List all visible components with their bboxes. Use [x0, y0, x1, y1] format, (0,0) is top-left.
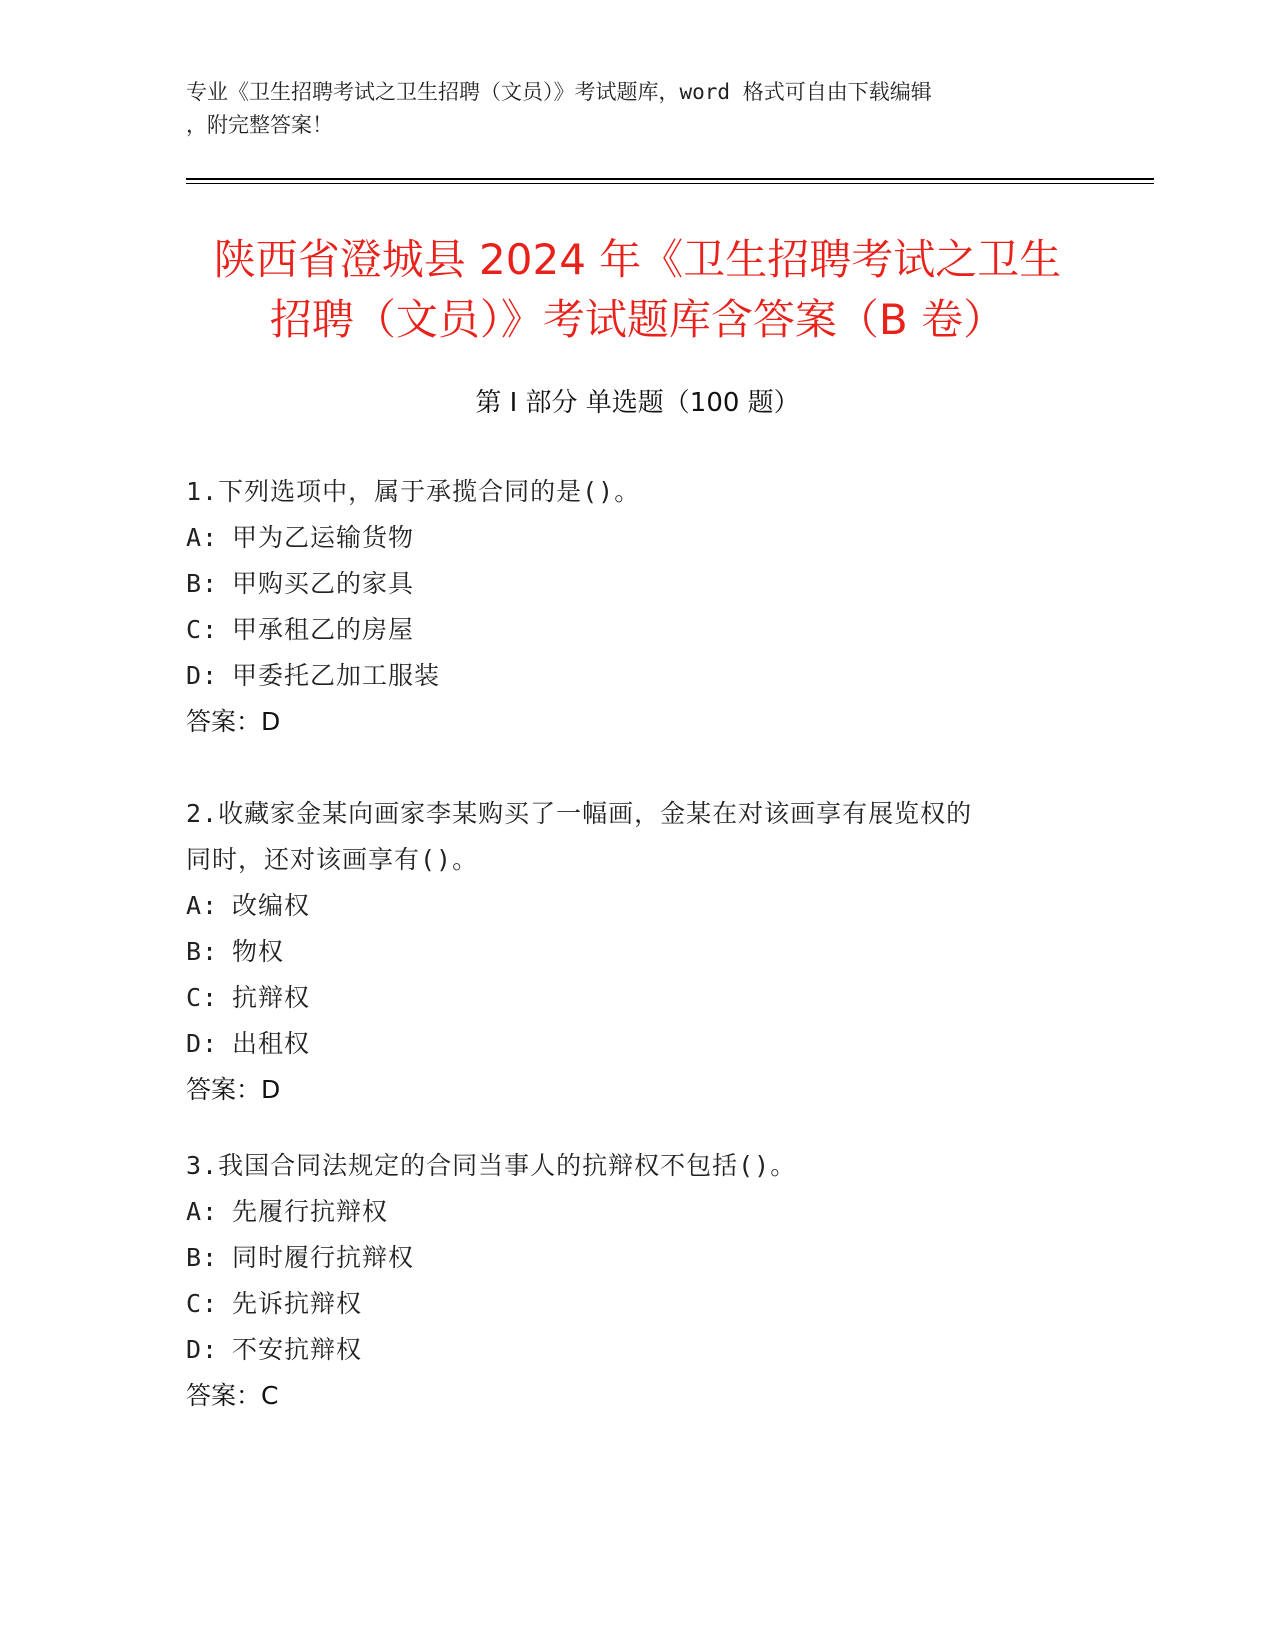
header-note-line-1: 专业《卫生招聘考试之卫生招聘（文员）》考试题库，word 格式可自由下载编辑 — [186, 80, 932, 104]
option-text: 物权 — [232, 937, 285, 966]
option-a — [186, 515, 1076, 561]
option-letter: A: — [186, 523, 219, 552]
question-2 — [186, 791, 1076, 1113]
option-text: 甲为乙运输货物 — [232, 523, 415, 552]
question-stem-line-1: 2.收藏家金某向画家李某购买了一幅画，金某在对该画享有展览权的 — [186, 799, 973, 828]
option-text: 抗辩权 — [232, 983, 311, 1012]
option-a — [186, 883, 1076, 929]
option-text: 出租权 — [232, 1029, 311, 1058]
option-letter: D: — [186, 661, 219, 690]
option-c — [186, 607, 1076, 653]
option-b — [186, 929, 1076, 975]
answer: 答案：D — [186, 707, 281, 736]
option-text: 改编权 — [232, 891, 311, 920]
option-letter: A: — [186, 891, 219, 920]
header-rule-thin — [186, 183, 1154, 184]
option-d — [186, 1021, 1076, 1067]
option-letter: C: — [186, 1289, 219, 1318]
header-note — [186, 76, 1066, 142]
option-text: 甲承租乙的房屋 — [232, 615, 415, 644]
option-text: 不安抗辩权 — [232, 1335, 363, 1364]
section-heading: 第 I 部分 单选题（100 题） — [475, 388, 800, 418]
option-letter: D: — [186, 1335, 219, 1364]
option-letter: D: — [186, 1029, 219, 1058]
option-letter: B: — [186, 937, 219, 966]
header-note-line-2: ，附完整答案！ — [186, 113, 333, 137]
question-stem: 1.下列选项中，属于承揽合同的是()。 — [186, 477, 641, 506]
option-text: 同时履行抗辩权 — [232, 1243, 415, 1272]
option-text: 甲委托乙加工服装 — [232, 661, 441, 690]
header-rule-thick — [186, 178, 1154, 180]
option-a — [186, 1189, 1076, 1235]
answer: 答案：D — [186, 1075, 281, 1104]
option-text: 先诉抗辩权 — [232, 1289, 363, 1318]
option-d — [186, 1327, 1076, 1373]
option-b — [186, 561, 1076, 607]
answer: 答案：C — [186, 1381, 279, 1410]
option-text: 甲购买乙的家具 — [232, 569, 415, 598]
option-d — [186, 653, 1076, 699]
option-letter: A: — [186, 1197, 219, 1226]
question-stem-line-2: 同时，还对该画享有()。 — [186, 845, 479, 874]
document-title — [150, 230, 1125, 350]
option-text: 先履行抗辩权 — [232, 1197, 389, 1226]
option-letter: C: — [186, 983, 219, 1012]
option-letter: B: — [186, 1243, 219, 1272]
option-b — [186, 1235, 1076, 1281]
question-3 — [186, 1143, 1076, 1419]
option-letter: B: — [186, 569, 219, 598]
document-title-line-2: 招聘（文员）》考试题库含答案（B 卷） — [269, 295, 1006, 344]
question-1 — [186, 469, 1076, 745]
question-stem: 3.我国合同法规定的合同当事人的抗辩权不包括()。 — [186, 1151, 797, 1180]
document-title-line-1: 陕西省澄城县 2024 年《卫生招聘考试之卫生 — [213, 235, 1062, 284]
option-c — [186, 1281, 1076, 1327]
option-letter: C: — [186, 615, 219, 644]
option-c — [186, 975, 1076, 1021]
